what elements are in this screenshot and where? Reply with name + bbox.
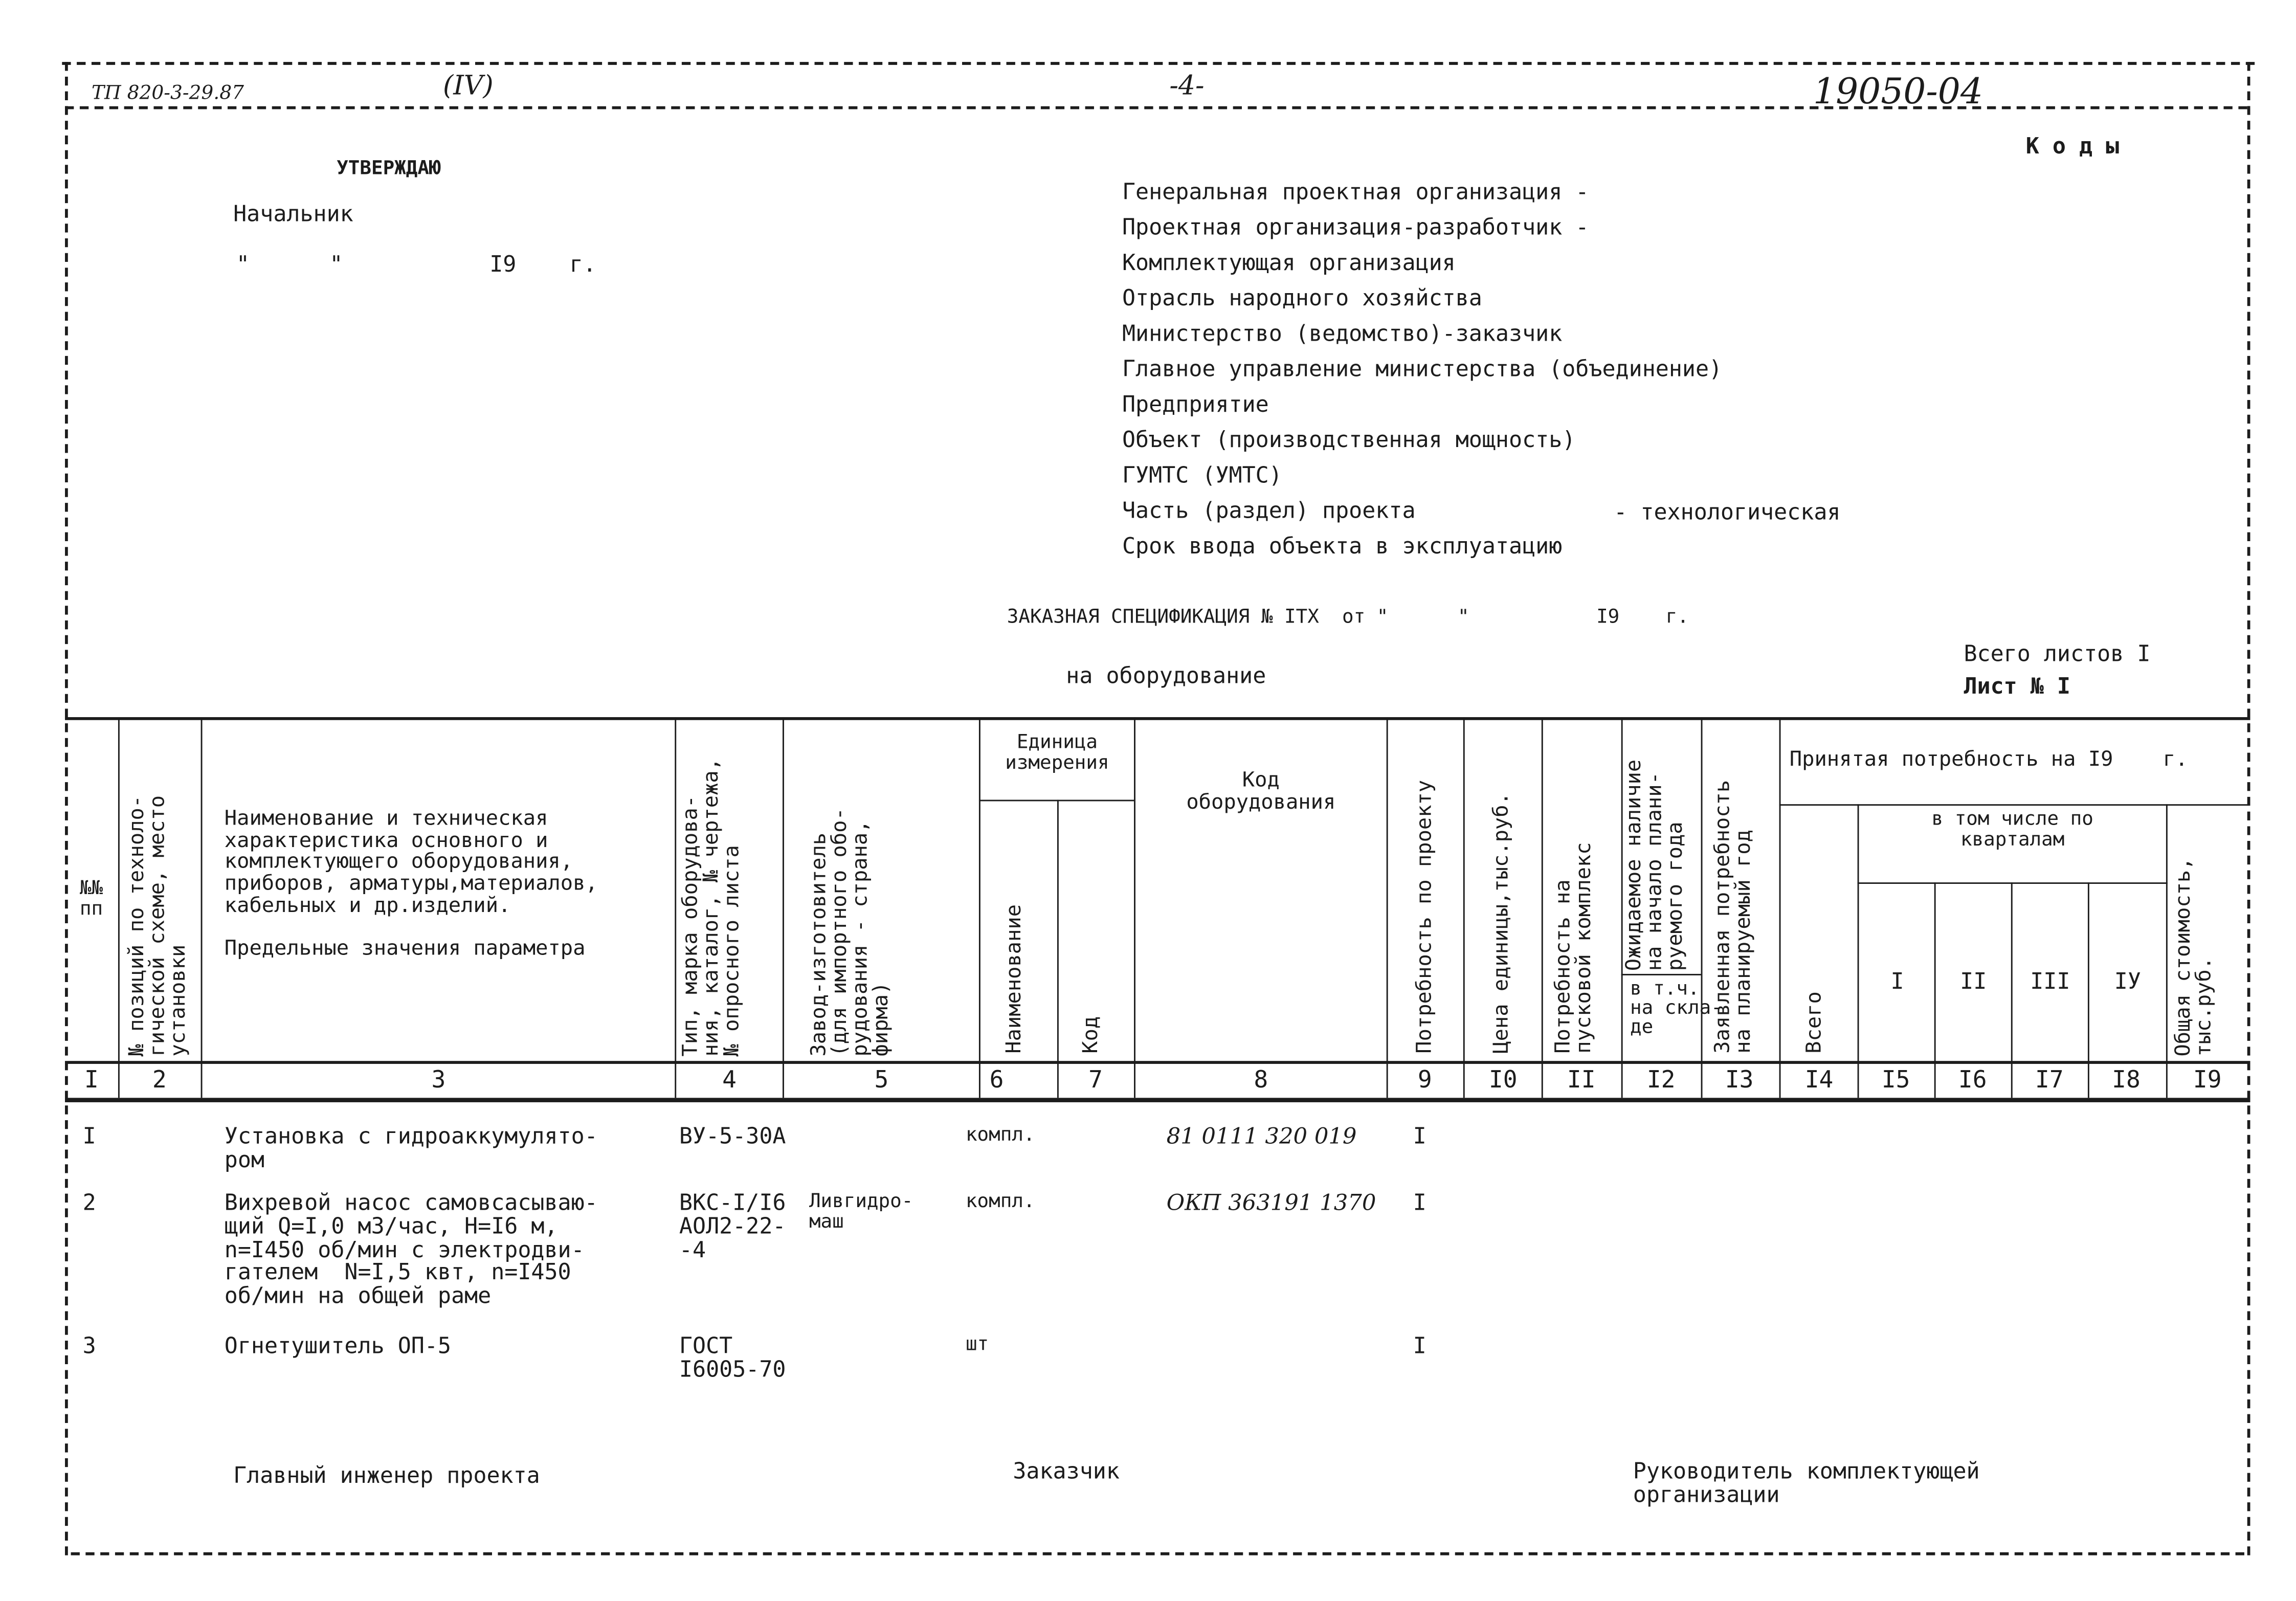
org-line: Часть (раздел) проекта [1122, 497, 1416, 524]
row-type: ВКС-I/I6 АОЛ2-22- -4 [679, 1189, 786, 1262]
spec-subtitle: на оборудование [1066, 662, 1266, 690]
header-name: Наименование и техническая характеристика основного и комплектующего оборудования, приборов, арматуры,материалов, кабельных и др.изделий. Предельные значения параметра [224, 807, 598, 961]
column-number: I3 [1725, 1065, 1754, 1094]
numbers-bottom-line [65, 1098, 2250, 1102]
volume-number: (IV) [443, 71, 494, 102]
org-line: Генеральная проектная организация - [1122, 179, 1589, 205]
total-sheets: Всего листов I [1964, 640, 2151, 667]
row-quantity: I [1413, 1189, 1426, 1216]
column-number: 9 [1417, 1065, 1432, 1094]
org-line: Главное управление министерства (объединение) [1122, 355, 1723, 383]
row-item-name: Вихревой насос самовсасываю- щий Q=I,0 м3/час, Н=I6 м, n=I450 об/мин с электродви- гателем N=I,5 квт, n=I450 об/мин на общей раме [224, 1189, 598, 1309]
header-equipment-code: Код оборудования [1186, 768, 1336, 814]
doc-ref: ТП 820-3-29.87 [91, 82, 244, 105]
row-type: ГОСТ I6005-70 [679, 1332, 786, 1383]
column-number: 5 [874, 1065, 889, 1094]
row-number: 2 [82, 1189, 96, 1216]
row-number: I [82, 1123, 96, 1150]
frame-bottom [71, 1552, 2244, 1555]
header-accepted-need: Принятая потребность на I9 г. [1789, 748, 2188, 772]
column-number: I9 [2193, 1065, 2222, 1094]
row-unit: шт [965, 1333, 989, 1357]
row-unit: компл. [965, 1124, 1035, 1147]
column-number: I4 [1804, 1065, 1834, 1094]
header-q3: III [2030, 968, 2070, 995]
column-number: II [1567, 1065, 1596, 1094]
header-type: Тип, марка оборудова- ния, каталог, № чертежа, № опросного листа [679, 758, 744, 1057]
header-bottom-line [65, 1061, 2250, 1064]
column-number: I [84, 1065, 99, 1094]
album-number: 19050-04 [1813, 71, 1983, 113]
header-unit-price: Цена единицы,тыс.руб. [1489, 792, 1513, 1054]
header-declared-need: Заявленная потребность на планируемый год [1711, 780, 1756, 1054]
header-manufacturer: Завод-изготовитель (для импортного обо- рудования - страна, фирма) [808, 808, 894, 1057]
page-number: -4- [1169, 71, 1205, 102]
approve-position: Начальник [233, 201, 353, 228]
header-q2: II [1960, 968, 1987, 995]
row-equipment-code: 81 0111 320 019 [1166, 1123, 1357, 1150]
signature-chief-engineer: Главный инженер проекта [233, 1462, 540, 1489]
table-top-line [65, 717, 2250, 720]
header-expected-stock: Ожидаемое наличие на начало плани- руемого года [1622, 759, 1688, 971]
org-line: Срок ввода объекта в эксплуатацию [1122, 532, 1563, 560]
header-startup-complex: Потребность на пусковой комплекс [1552, 842, 1596, 1054]
row-number: 3 [82, 1332, 96, 1359]
header-quarters: в том числе по кварталам [1931, 808, 2093, 851]
row-quantity: I [1413, 1332, 1426, 1359]
spec-title: ЗАКАЗНАЯ СПЕЦИФИКАЦИЯ № ITX от " " I9 г. [1007, 606, 1689, 629]
column-number: 8 [1254, 1065, 1268, 1094]
section-value: - технологическая [1614, 499, 1841, 525]
column-number: 7 [1088, 1065, 1103, 1094]
row-equipment-code: ОКП 363191 1370 [1166, 1189, 1376, 1216]
org-line: ГУМТС (УМТС) [1122, 461, 1282, 488]
header-total: Всего [1802, 991, 1826, 1054]
column-number: I7 [2035, 1065, 2064, 1094]
org-line: Министерство (ведомство)-заказчик [1122, 320, 1563, 347]
row-quantity: I [1413, 1123, 1426, 1150]
header-project-need: Потребность по проекту [1413, 780, 1437, 1054]
header-total-cost: Общая стоимость, тыс.руб. [2172, 857, 2217, 1057]
header-unit-code: Код [1079, 1016, 1103, 1054]
org-line: Предприятие [1122, 391, 1269, 418]
org-line: Проектная организация-разработчик - [1122, 214, 1589, 241]
frame-top [62, 62, 2255, 65]
column-number: 2 [152, 1065, 167, 1094]
header-q4: IУ [2114, 968, 2141, 995]
codes-label: К о д ы [2025, 132, 2120, 160]
column-number: I2 [1646, 1065, 1676, 1094]
header-unit-group: Единица измерения [1005, 731, 1109, 774]
signature-supplier-head: Руководитель комплектующей организации [1633, 1458, 1980, 1508]
row-type: ВУ-5-30А [679, 1123, 786, 1150]
header-row-number: №№ пп [79, 878, 103, 921]
org-line: Комплектующая организация [1122, 249, 1456, 276]
column-number: 3 [431, 1065, 446, 1094]
unit-divider [979, 800, 1134, 802]
row-unit: компл. [965, 1191, 1035, 1213]
org-line: Объект (производственная мощность) [1122, 426, 1576, 453]
header-unit-name: Наименование [1002, 904, 1027, 1054]
signature-customer: Заказчик [1013, 1458, 1120, 1485]
column-number: 4 [722, 1065, 737, 1094]
column-number: I6 [1958, 1065, 1987, 1094]
row-item-name: Установка с гидроаккумулято- ром [224, 1123, 598, 1173]
header-in-stock: в т.ч. на скла- де [1630, 978, 1723, 1039]
c12-divider [1621, 974, 1701, 975]
column-number: 6 [989, 1065, 1004, 1094]
header-q1: I [1890, 968, 1904, 995]
approve-title: УТВЕРЖДАЮ [337, 158, 441, 180]
row-manufacturer: Ливгидро- маш [809, 1191, 913, 1233]
accepted-divider [1779, 804, 2249, 806]
header-position: № позиций по техноло- гической схеме, место установки [125, 795, 191, 1057]
frame-right [2247, 62, 2250, 1555]
frame-left [65, 62, 68, 1555]
column-number: I0 [1488, 1065, 1518, 1094]
column-number: I8 [2112, 1065, 2141, 1094]
org-line: Отрасль народного хозяйства [1122, 284, 1482, 312]
sheet-number: Лист № I [1964, 673, 2071, 700]
column-number: I5 [1881, 1065, 1910, 1094]
approve-date: " " I9 г. [236, 251, 596, 278]
row-item-name: Огнетушитель ОП-5 [224, 1332, 452, 1359]
